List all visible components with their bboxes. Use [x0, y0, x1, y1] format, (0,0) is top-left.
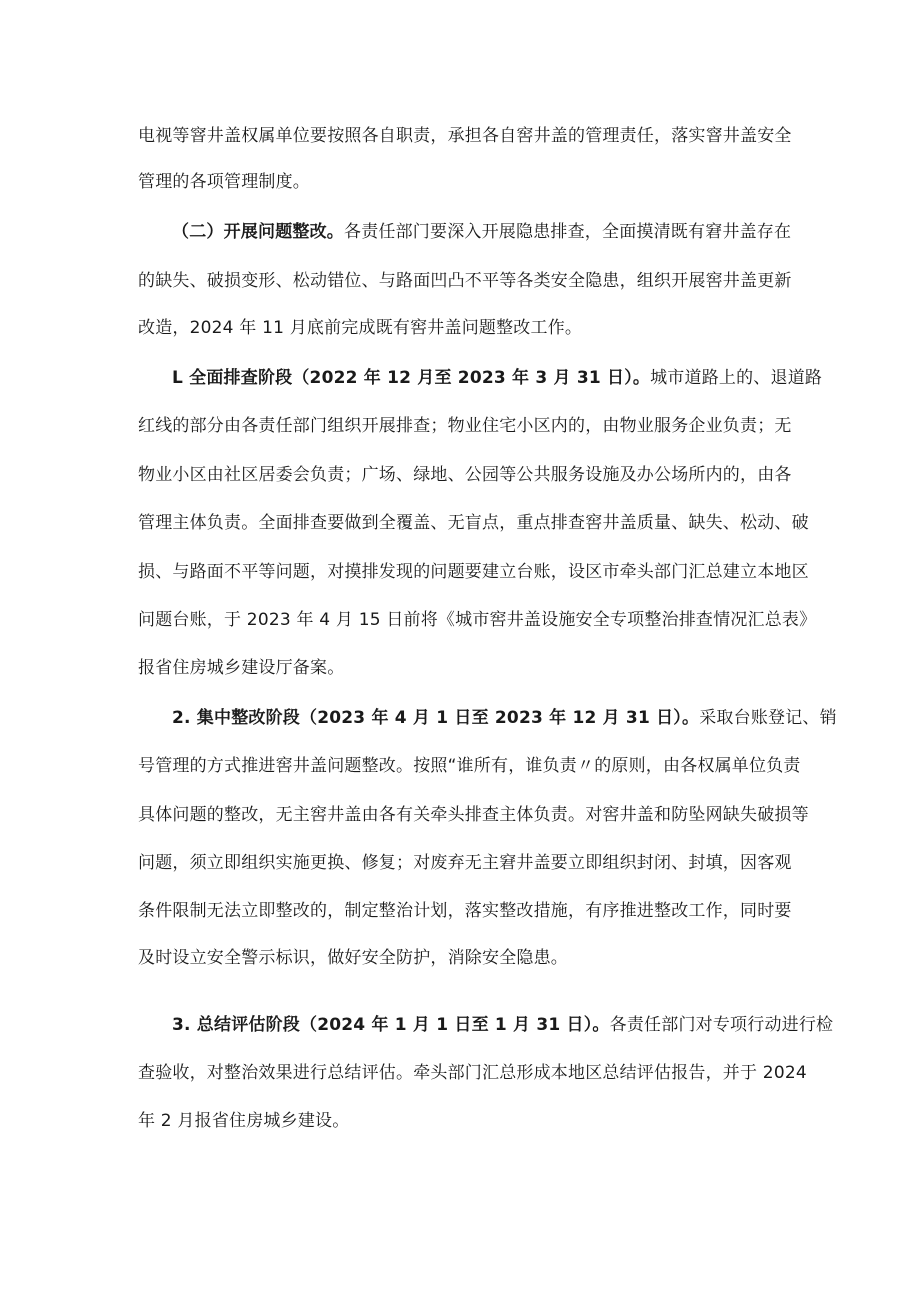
paragraph-3-line-2	[138, 414, 792, 438]
stage-heading: L 全面排查阶段（2022 年 12 月至 2023 年 3 月 31 日）。	[172, 368, 651, 388]
text-run: 号管理的方式推进窖井盖问题整改。按照“谁所有，谁负责〃的原则，由各权属单位负责	[138, 756, 801, 776]
text-run: 问题台账，于 2023 年 4 月 15 日前将《城市窖井盖设施安全专项整治排查情况汇总表》	[138, 610, 817, 630]
text-run: 的缺失、破损变形、松动错位、与路面凹凸不平等各类安全隐患，组织开展窖井盖更新	[138, 271, 792, 291]
paragraph-3-line-3	[138, 463, 792, 487]
paragraph-4-line-3	[138, 803, 809, 827]
text-run: 管理的各项管理制度。	[138, 172, 310, 192]
stage-heading: 2. 集中整改阶段（2023 年 4 月 1 日至 2023 年 12 月 31 日）。	[172, 708, 700, 728]
stage-heading: 3. 总结评估阶段（2024 年 1 月 1 日至 1 月 31 日）。	[172, 1015, 610, 1035]
text-run: 年 2 月报省住房城乡建设。	[138, 1111, 350, 1131]
paragraph-4-line-5	[138, 899, 792, 923]
section-heading: （二）开展问题整改。	[172, 222, 344, 242]
text-run: 查验收，对整治效果进行总结评估。牵头部门汇总形成本地区总结评估报告，并于 2024	[138, 1063, 807, 1083]
text-run: 报省住房城乡建设厅备案。	[138, 658, 345, 678]
paragraph-1-line-2	[138, 170, 788, 194]
text-run: 红线的部分由各责任部门组织开展排查；物业住宅小区内的，由物业服务企业负责；无	[138, 416, 792, 436]
paragraph-2-line-3	[138, 316, 788, 340]
paragraph-2-line-2	[138, 269, 792, 293]
paragraph-5-line-1	[172, 1013, 834, 1037]
paragraph-3-line-5	[138, 560, 809, 584]
text-run: 改造，2024 年 11 月底前完成既有窖井盖问题整改工作。	[138, 318, 583, 338]
paragraph-5-line-3	[138, 1109, 788, 1133]
text-run: 城市道路上的、退道路	[650, 368, 823, 388]
text-run: 及时设立安全警示标识，做好安全防护，消除安全隐患。	[138, 948, 568, 968]
paragraph-1-line-1	[138, 124, 792, 148]
text-run: 损、与路面不平等问题，对摸排发现的问题要建立台账，设区市牵头部门汇总建立本地区	[138, 562, 809, 582]
text-run: 电视等窨井盖权属单位要按照各自职责，承担各自窖井盖的管理责任，落实窨井盖安全	[138, 126, 792, 146]
text-run: 管理主体负责。全面排查要做到全覆盖、无盲点，重点排查窖井盖质量、缺失、松动、破	[138, 513, 809, 533]
text-run: 具体问题的整改，无主窖井盖由各有关牵头排查主体负责。对窖井盖和防坠网缺失破损等	[138, 805, 809, 825]
text-run: 各责任部门对专项行动进行检	[609, 1015, 834, 1035]
paragraph-3-line-1	[172, 366, 823, 390]
text-run: 各责任部门要深入开展隐患排查，全面摸清既有窘井盖存在	[344, 222, 792, 242]
text-run: 物业小区由社区居委会负责；广场、绿地、公园等公共服务设施及办公场所内的，由各	[138, 465, 792, 485]
text-run: 条件限制无法立即整改的，制定整治计划，落实整改措施，有序推进整改工作，同时要	[138, 901, 792, 921]
paragraph-4-line-2	[138, 754, 801, 778]
paragraph-3-line-4	[138, 511, 809, 535]
text-run: 问题，须立即组织实施更换、修复；对废弃无主窘井盖要立即组织封闭、封填，因客观	[138, 853, 792, 873]
paragraph-4-line-6	[138, 946, 788, 970]
paragraph-4-line-4	[138, 851, 792, 875]
paragraph-3-line-7	[138, 656, 788, 680]
paragraph-5-line-2	[138, 1061, 807, 1085]
paragraph-3-line-6	[138, 608, 817, 632]
paragraph-2-line-1	[172, 220, 792, 244]
text-run: 采取台账登记、销	[699, 708, 837, 728]
paragraph-4-line-1	[172, 706, 837, 730]
